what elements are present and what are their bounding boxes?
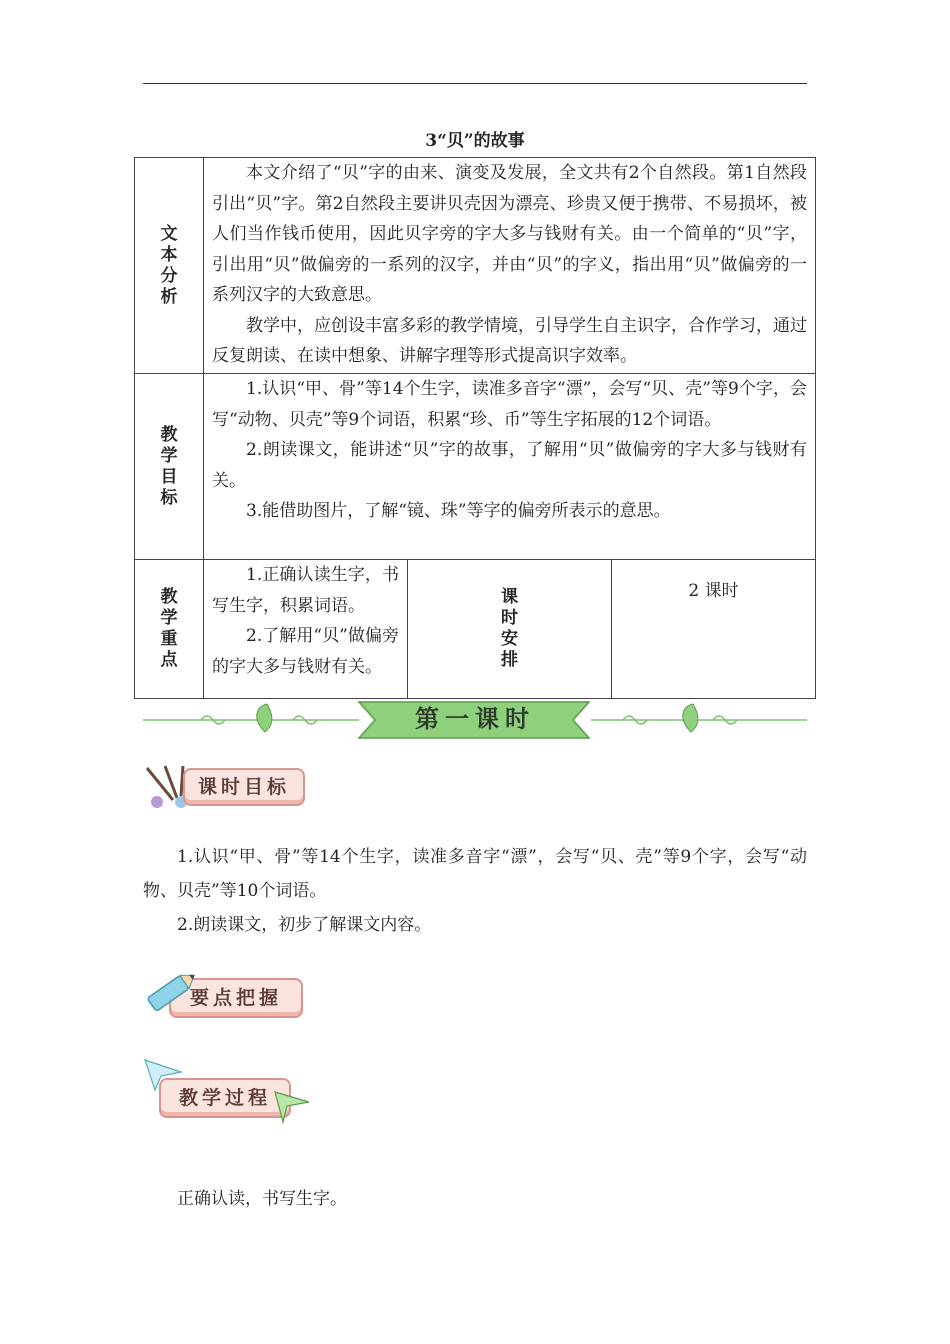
analysis-content <box>204 158 816 374</box>
focus-label-cell <box>135 560 204 699</box>
goals-content <box>204 374 816 560</box>
objective-item-1: 1.认识“甲、骨”等14个生字，读准多音字“漂”，会写“贝、壳”等9个字，会写“动物、贝壳”等10个词语。 <box>143 847 807 901</box>
lesson-banner-title: 第一课时 <box>415 704 535 733</box>
goals-label-cell <box>135 374 204 560</box>
schedule-value: 2 课时 <box>612 560 816 699</box>
key-points-tag-label: 要点把握 <box>169 978 303 1018</box>
table-row-focus <box>135 560 816 699</box>
objectives-section <box>143 840 807 942</box>
objectives-tag-label: 课时目标 <box>183 768 305 806</box>
process-tag <box>143 1058 313 1128</box>
analysis-paragraph-2: 教学中，应创设丰富多彩的教学情境，引导学生自主识字，合作学习，通过反复朗读、在读中想象、讲解字理等形式提高识字效率。 <box>212 315 807 366</box>
schedule-label-cell <box>408 560 612 699</box>
document-title: 3“贝”的故事 <box>425 131 525 151</box>
objectives-tag <box>143 764 308 810</box>
focus-item-1: 1.正确认读生字，书写生字，积累词语。 <box>212 565 399 616</box>
focus-label: 教学重点 <box>160 587 178 670</box>
analysis-label-cell <box>135 158 204 374</box>
schedule-label: 课时安排 <box>501 587 518 670</box>
lesson-plan-table <box>134 157 816 699</box>
process-tag-label: 教学过程 <box>159 1078 291 1118</box>
goals-item-1: 1.认识“甲、骨”等14个生字，读准多音字“漂”，会写“贝、壳”等9个字，会写“动物、贝壳”等9个词语，积累“珍、币”等生字拓展的12个词语。 <box>212 379 807 430</box>
focus-content <box>204 560 408 699</box>
goals-item-2: 2.朗读课文，能讲述“贝”字的故事，了解用“贝”做偏旁的字大多与钱财有关。 <box>212 440 807 491</box>
objective-item-2: 2.朗读课文，初步了解课文内容。 <box>177 915 432 935</box>
pencil-icon <box>143 960 203 1020</box>
process-section <box>143 1182 807 1216</box>
goals-item-3: 3.能借助图片，了解“镜、珠”等字的偏旁所表示的意思。 <box>246 501 671 521</box>
analysis-label: 文本分析 <box>160 223 178 307</box>
lesson-banner <box>143 696 807 744</box>
table-row-goals <box>135 374 816 560</box>
analysis-paragraph-1: 本文介绍了“贝”字的由来、演变及发展，全文共有2个自然段。第1自然段引出“贝”字。第2自然段主要讲贝壳因为漂亮、珍贵又便于携带、不易损坏，被人们当作钱币使用，因此贝字旁的字大多与钱财有关。由一个简单的“贝”字，引出用“贝”做偏旁的一系列的汉字，并由“贝”的字义，指出用“贝”做偏旁的一系列汉字的大致意思。 <box>212 163 807 305</box>
key-points-tag <box>143 960 308 1024</box>
goals-label: 教学目标 <box>160 424 178 508</box>
green-plane-icon <box>273 1084 313 1124</box>
header-rule <box>143 83 807 84</box>
table-row-analysis <box>135 158 816 374</box>
focus-item-2: 2.了解用“贝”做偏旁的字大多与钱财有关。 <box>212 626 399 677</box>
process-first-step: 正确认读，书写生字。 <box>177 1189 347 1209</box>
